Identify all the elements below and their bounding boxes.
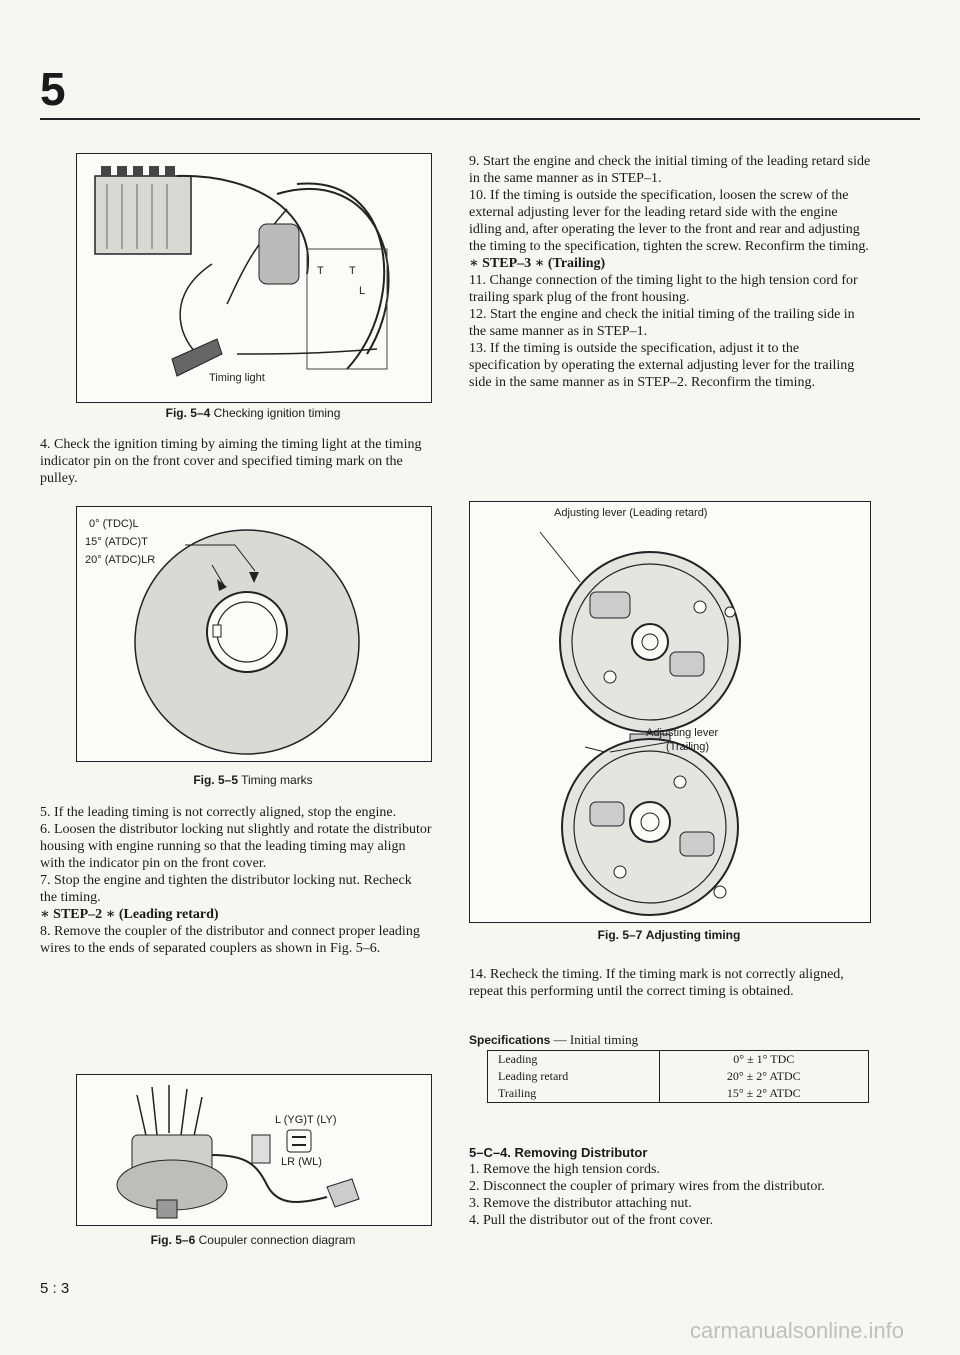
label-l: L xyxy=(359,285,366,297)
caption-text: Checking ignition timing xyxy=(213,406,341,420)
label-adjusting-lever: Adjusting lever xyxy=(646,727,719,739)
header-rule xyxy=(40,118,920,120)
spec-name: Leading retard xyxy=(488,1068,659,1085)
spec-row xyxy=(488,1051,868,1068)
caption-text: Adjusting timing xyxy=(645,928,741,942)
spec-label: Specifications xyxy=(469,1033,551,1047)
section-title: 5–C–4. Removing Distributor xyxy=(469,1145,648,1160)
step-11-text: 11. Change connection of the timing light to the high tension cord for trailing spark plug of the front housing. xyxy=(469,273,858,305)
figure-checking-ignition-timing xyxy=(76,153,432,403)
label-0-tdc: 0° (TDC)L xyxy=(89,518,139,530)
label-15-atdc: 15° (ATDC)T xyxy=(85,536,148,548)
figure-adjusting-timing xyxy=(469,501,871,923)
step-6-text: 6. Loosen the distributor locking nut slightly and rotate the distributor housing with engine running so that the leading timing may align with the indicator pin on the front cover. xyxy=(40,822,432,871)
step-13-text: 13. If the timing is outside the specification, adjust it to the specification by operating the external adjusting lever for the trailing side in the same manner as in STEP–2. Reconfirm the timing. xyxy=(469,341,855,390)
removal-step-3: 3. Remove the distributor attaching nut. xyxy=(469,1196,692,1211)
specifications-heading xyxy=(469,1032,638,1048)
step-8-text: 8. Remove the coupler of the distributor and connect proper leading wires to the ends of separated couplers as shown in Fig. 5–6. xyxy=(40,924,420,956)
step-5-text: 5. If the leading timing is not correctly aligned, stop the engine. xyxy=(40,805,397,820)
label-adjusting-lever-leading: Adjusting lever (Leading retard) xyxy=(554,507,708,519)
label-20-atdc: 20° (ATDC)LR xyxy=(85,554,156,566)
caption-number: Fig. 5–7 xyxy=(597,928,643,942)
spec-value: 20° ± 2° ATDC xyxy=(726,1069,801,1083)
label-trailing: (Trailing) xyxy=(666,741,709,753)
adjusting-timing-illustration xyxy=(470,502,870,922)
removal-step-2: 2. Disconnect the coupler of primary wires from the distributor. xyxy=(469,1179,825,1194)
removal-step-4: 4. Pull the distributor out of the front cover. xyxy=(469,1213,714,1228)
page-number: 5 : 3 xyxy=(40,1280,70,1297)
label-coupler-bottom: LR (WL) xyxy=(281,1156,322,1168)
figure-caption xyxy=(469,928,869,942)
label-t2: T xyxy=(349,265,356,277)
ignition-timing-illustration xyxy=(77,154,431,402)
step-2-heading: ∗ STEP–2 ∗ (Leading retard) xyxy=(40,907,219,922)
chapter-number: 5 xyxy=(40,63,66,115)
coupler-connection-illustration xyxy=(77,1075,431,1225)
watermark: carmanualsonline.info xyxy=(690,1318,905,1343)
right-steps xyxy=(469,153,871,391)
paragraph-step-4 xyxy=(40,436,432,487)
spec-value: 15° ± 2° ATDC xyxy=(726,1086,801,1100)
caption-number: Fig. 5–6 xyxy=(150,1233,196,1247)
figure-caption xyxy=(76,773,430,787)
figure-timing-marks xyxy=(76,506,432,762)
caption-number: Fig. 5–5 xyxy=(193,773,238,787)
step-4-text: 4. Check the ignition timing by aiming the timing light at the timing indicator pin on the front cover and specified timing mark on the pulley. xyxy=(40,437,422,486)
label-coupler-top: L (YG)T (LY) xyxy=(275,1114,337,1126)
spec-dash: — xyxy=(553,1032,567,1047)
caption-text: Coupuler connection diagram xyxy=(198,1233,356,1247)
spec-name: Leading xyxy=(488,1051,659,1068)
spec-subtitle: Initial timing xyxy=(569,1032,639,1047)
caption-number: Fig. 5–4 xyxy=(165,406,211,420)
spec-name: Trailing xyxy=(488,1085,659,1102)
label-timing-light: Timing light xyxy=(209,372,265,384)
figure-caption xyxy=(76,1233,430,1247)
step-14-text: 14. Recheck the timing. If the timing mark is not correctly aligned, repeat this performing until the correct timing is obtained. xyxy=(469,967,844,999)
step-7-text: 7. Stop the engine and tighten the distributor locking nut. Recheck the timing. xyxy=(40,873,412,905)
spec-value: 0° ± 1° TDC xyxy=(733,1052,795,1066)
label-t1: T xyxy=(317,265,324,277)
timing-marks-illustration xyxy=(77,507,431,761)
left-steps xyxy=(40,804,432,957)
caption-text: Timing marks xyxy=(241,773,313,787)
step-3-heading: ∗ STEP–3 ∗ (Trailing) xyxy=(469,256,606,271)
step-9-text: 9. Start the engine and check the initial timing of the leading retard side in the same manner as in STEP–1. xyxy=(469,154,871,186)
removing-distributor-section xyxy=(469,1144,871,1229)
removal-step-1: 1. Remove the high tension cords. xyxy=(469,1162,660,1177)
spec-row xyxy=(488,1068,868,1085)
spec-row xyxy=(488,1085,868,1102)
specifications-table xyxy=(487,1050,869,1103)
step-10-text: 10. If the timing is outside the specification, loosen the screw of the external adjusting lever for the leading retard side with the engine idling and, after operating the lever to the front and rear and adjusting the timing to the specification, tighten the screw. Reconfirm the timing. xyxy=(469,188,869,254)
figure-coupler-connection xyxy=(76,1074,432,1226)
step-12-text: 12. Start the engine and check the initial timing of the trailing side in the same manner as in STEP–1. xyxy=(469,307,855,339)
paragraph-step-14 xyxy=(469,966,871,1000)
figure-caption xyxy=(76,406,430,420)
